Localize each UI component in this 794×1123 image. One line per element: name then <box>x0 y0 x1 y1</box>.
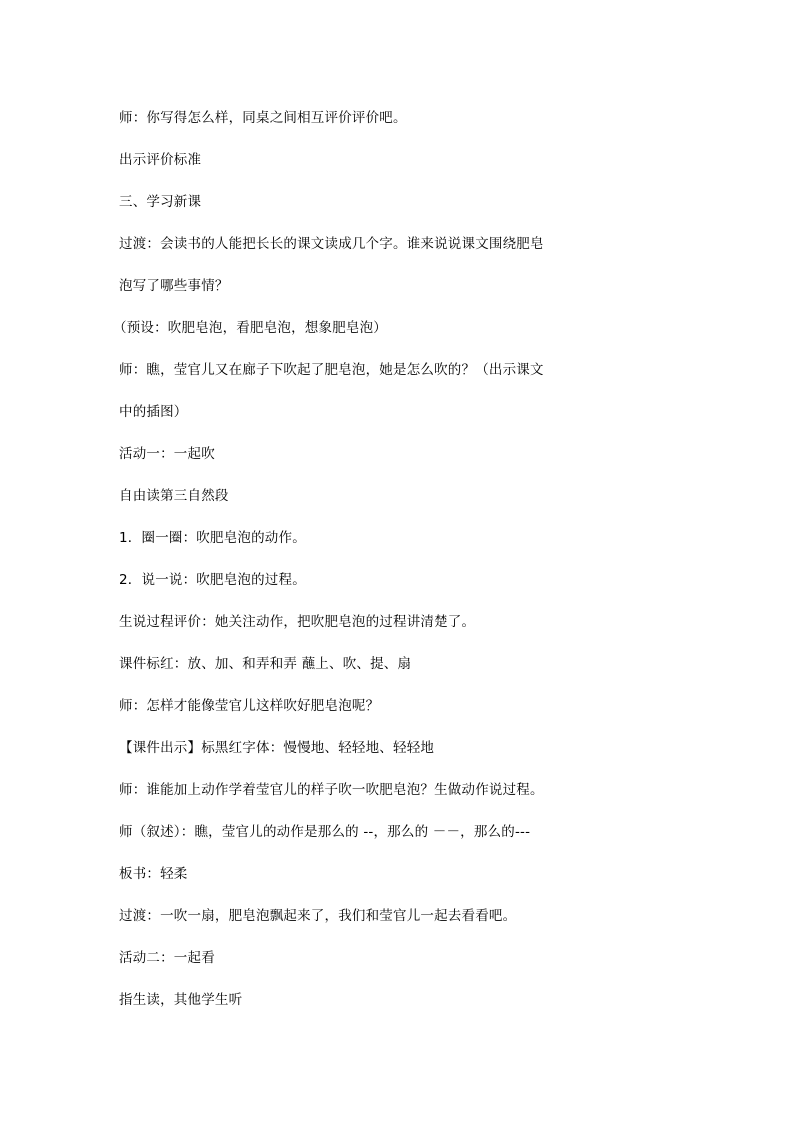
text-line: 出示评价标准 <box>119 152 202 168</box>
text-line: 中的插图） <box>119 404 188 420</box>
activity-heading: 活动二：一起看 <box>119 950 215 966</box>
text-line: 课件标红：放、加、和弄和弄 蘸上、吹、提、扇 <box>119 656 412 672</box>
section-heading: 三、学习新课 <box>119 194 202 210</box>
text-line: （预设：吹肥皂泡，看肥皂泡，想象肥皂泡） <box>113 320 387 336</box>
text-line: 【课件出示】标黑红字体：慢慢地、轻轻地、轻轻地 <box>119 740 435 756</box>
text-line: 师：你写得怎么样，同桌之间相互评价评价吧。 <box>119 110 407 126</box>
text-line: 泡写了哪些事情？ <box>119 278 229 294</box>
list-item: 2．说一说：吹肥皂泡的过程。 <box>119 572 306 588</box>
text-line: 过渡：一吹一扇，肥皂泡飘起来了，我们和莹官儿一起去看看吧。 <box>119 908 517 924</box>
activity-heading: 活动一：一起吹 <box>119 446 215 462</box>
text-line: 自由读第三自然段 <box>119 488 229 504</box>
list-item: 1．圈一圈：吹肥皂泡的动作。 <box>119 530 306 546</box>
text-line: 生说过程评价：她关注动作，把吹肥皂泡的过程讲清楚了。 <box>119 614 476 630</box>
text-line: 指生读，其他学生听 <box>119 992 243 1008</box>
text-line: 师（叙述）：瞧，莹官儿的动作是那么的 --，那么的 －－，那么的--- <box>119 824 531 840</box>
text-line: 师：瞧，莹官儿又在廊子下吹起了肥皂泡，她是怎么吹的？（出示课文 <box>119 362 544 378</box>
text-line: 师：怎样才能像莹官儿这样吹好肥皂泡呢？ <box>119 698 380 714</box>
text-line: 板书：轻柔 <box>119 866 188 882</box>
text-line: 过渡：会读书的人能把长长的课文读成几个字。谁来说说课文围绕肥皂 <box>119 236 544 252</box>
text-line: 师：谁能加上动作学着莹官儿的样子吹一吹肥皂泡？生做动作说过程。 <box>119 782 544 798</box>
